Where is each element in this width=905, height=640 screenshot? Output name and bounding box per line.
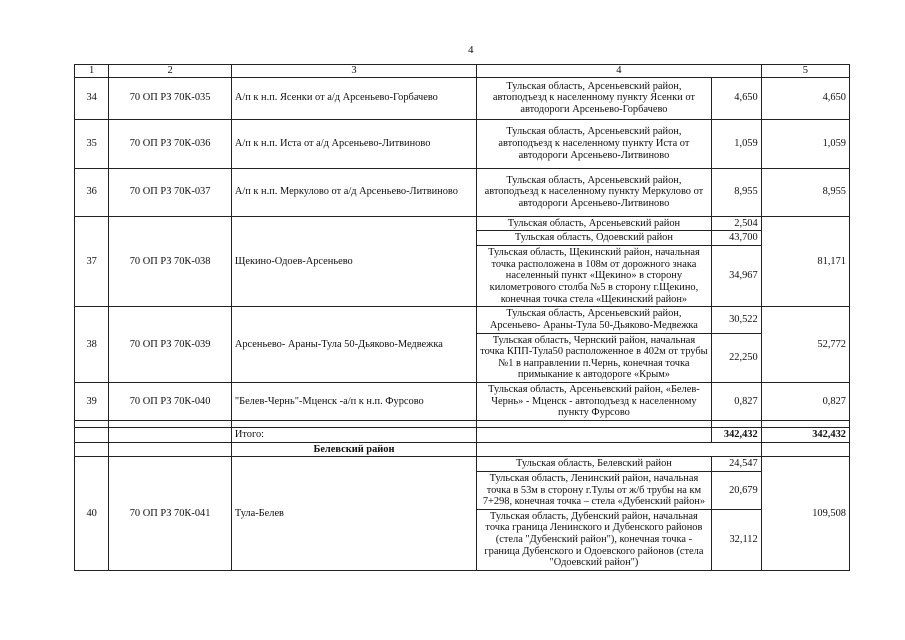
road-total: 0,827 <box>761 383 849 421</box>
row-number: 37 <box>75 216 109 306</box>
road-total: 109,508 <box>761 457 849 571</box>
road-part-length: 43,700 <box>711 231 761 246</box>
road-code: 70 ОП РЗ 70К-039 <box>109 307 232 383</box>
header-cell: 1 <box>75 65 109 78</box>
header-cell: 5 <box>761 65 849 78</box>
road-total: 52,772 <box>761 307 849 383</box>
road-part-length: 2,504 <box>711 216 761 231</box>
table-row <box>75 383 850 421</box>
road-part-description: Тульская область, Белевский район <box>477 457 712 472</box>
row-number: 34 <box>75 77 109 119</box>
road-length: 1,059 <box>711 119 761 168</box>
road-part-description: Тульская область, Одоевский район <box>477 231 712 246</box>
road-name: Арсеньево- Араны-Тула 50-Дьяково-Медвежка <box>231 307 476 383</box>
road-part-length: 34,967 <box>711 246 761 307</box>
header-cell: 3 <box>231 65 476 78</box>
row-number: 35 <box>75 119 109 168</box>
road-total: 1,059 <box>761 119 849 168</box>
row-number: 39 <box>75 383 109 421</box>
road-part-description: Тульская область, Щекинский район, начальная точка расположена в 108м от дорожного знака населенный пункт «Щекино» в сторону километрового столба №5 в сторону г.Щекино, конечная точка стела «Щекинский район» <box>477 246 712 307</box>
road-code: 70 ОП РЗ 70К-036 <box>109 119 232 168</box>
table-row <box>75 77 850 119</box>
table-row <box>75 216 850 231</box>
table-row <box>75 307 850 333</box>
road-part-description: Тульская область, Арсеньевский район, Арсеньево- Араны-Тула 50-Дьяково-Медвежка <box>477 307 712 333</box>
grand-total: 342,432 <box>761 428 849 443</box>
row-number: 36 <box>75 168 109 216</box>
road-length: 0,827 <box>711 383 761 421</box>
road-code: 70 ОП РЗ 70К-037 <box>109 168 232 216</box>
row-number: 40 <box>75 457 109 571</box>
road-part-length: 22,250 <box>711 333 761 383</box>
header-cell: 2 <box>109 65 232 78</box>
road-part-length: 32,112 <box>711 509 761 570</box>
road-part-description: Тульская область, Ленинский район, начальная точка в 53м в сторону г.Тулы от ж/б трубы на км 7+298, конечная точка – стела «Дубенский район» <box>477 471 712 509</box>
road-total: 8,955 <box>761 168 849 216</box>
header-row <box>75 65 850 78</box>
road-description: Тульская область, Арсеньевский район, автоподъезд к населенному пункту Ясенки от автодороги Арсеньево-Горбачево <box>477 77 712 119</box>
road-total: 4,650 <box>761 77 849 119</box>
road-code: 70 ОП РЗ 70К-035 <box>109 77 232 119</box>
table-row <box>75 168 850 216</box>
road-code: 70 ОП РЗ 70К-038 <box>109 216 232 306</box>
row-number: 38 <box>75 307 109 383</box>
road-part-length: 24,547 <box>711 457 761 472</box>
total-row <box>75 428 850 443</box>
road-description: Тульская область, Арсеньевский район, «Белев-Чернь» - Мценск - автоподъезд к населенному пункту Фурсово <box>477 383 712 421</box>
total-length: 342,432 <box>711 428 761 443</box>
road-part-description: Тульская область, Чернский район, начальная точка КПП-Тула50 расположенное в 402м от трубы №1 в направлении п.Чернь, конечная точка примыкание к автодороге «Крым» <box>477 333 712 383</box>
road-length: 4,650 <box>711 77 761 119</box>
road-part-description: Тульская область, Дубенский район, начальная точка граница Ленинского и Дубенского районов (стела "Дубенский район"), конечная точка - граница Дубенского и Одоевского районов (стела "Одоевский район") <box>477 509 712 570</box>
road-part-length: 20,679 <box>711 471 761 509</box>
roads-table <box>74 64 850 571</box>
section-title: Белевский район <box>231 442 476 457</box>
road-part-description: Тульская область, Арсеньевский район <box>477 216 712 231</box>
road-description: Тульская область, Арсеньевский район, автоподъезд к населенному пункту Меркулово от автодороги Арсеньево-Литвиново <box>477 168 712 216</box>
road-name: "Белев-Чернь"-Мценск -а/п к н.п. Фурсово <box>231 383 476 421</box>
table-row <box>75 119 850 168</box>
road-name: Тула-Белев <box>231 457 476 571</box>
road-code: 70 ОП РЗ 70К-040 <box>109 383 232 421</box>
road-name: А/п к н.п. Иста от а/д Арсеньево-Литвиново <box>231 119 476 168</box>
road-total: 81,171 <box>761 216 849 306</box>
header-cell: 4 <box>477 65 762 78</box>
road-name: А/п к н.п. Ясенки от а/д Арсеньево-Горбачево <box>231 77 476 119</box>
section-row <box>75 442 850 457</box>
total-label: Итого: <box>231 428 476 443</box>
road-part-length: 30,522 <box>711 307 761 333</box>
road-name: А/п к н.п. Меркулово от а/д Арсеньево-Литвиново <box>231 168 476 216</box>
road-length: 8,955 <box>711 168 761 216</box>
road-description: Тульская область, Арсеньевский район, автоподъезд к населенному пункту Иста от автодороги Арсеньево-Литвиново <box>477 119 712 168</box>
road-code: 70 ОП РЗ 70К-041 <box>109 457 232 571</box>
page-number: 4 <box>468 44 474 56</box>
table-row <box>75 457 850 472</box>
spacer-row <box>75 421 850 428</box>
road-name: Щекино-Одоев-Арсеньево <box>231 216 476 306</box>
